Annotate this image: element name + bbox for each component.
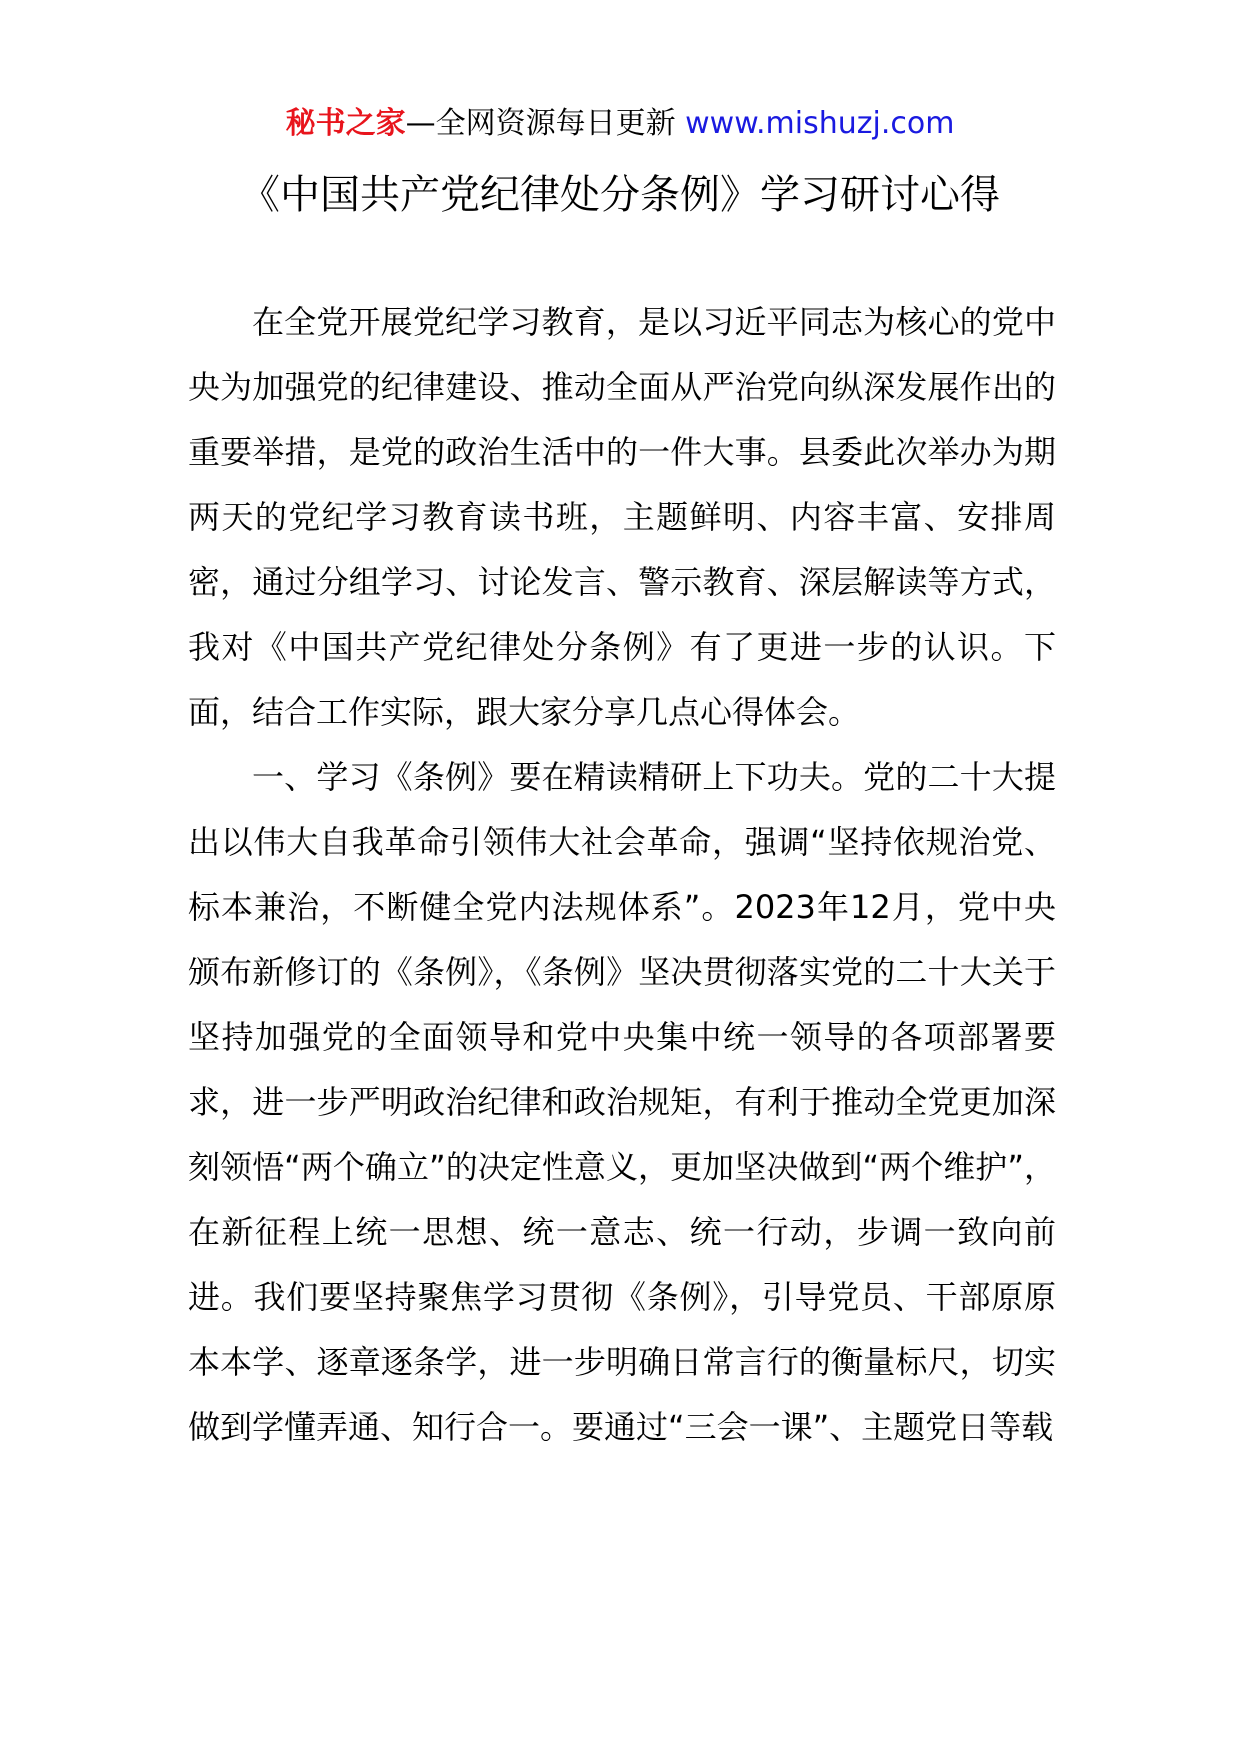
document-body xyxy=(188,290,1056,1460)
source-header xyxy=(0,104,1240,144)
website-link[interactable]: www.mishuzj.com xyxy=(685,106,955,141)
paragraph-intro: 在全党开展党纪学习教育，是以习近平同志为核心的党中央为加强党的纪律建设、推动全面从严治党向纵深发展作出的重要举措，是党的政治生活中的一件大事。县委此次举办为期两天的党纪学习教育读书班，主题鲜明、内容丰富、安排周密，通过分组学习、讨论发言、警示教育、深层解读等方式，我对《中国共产党纪律处分条例》有了更进一步的认识。下面，结合工作实际，跟大家分享几点心得体会。 xyxy=(188,303,1056,731)
brand-name: 秘书之家 xyxy=(285,106,406,141)
header-tagline: —全网资源每日更新 xyxy=(405,106,686,141)
paragraph-section-one: 一、学习《条例》要在精读精研上下功夫。党的二十大提出以伟大自我革命引领伟大社会革命，强调“坚持依规治党、标本兼治，不断健全党内法规体系”。2023年12月，党中央颁布新修订的《条例》，《条例》坚决贯彻落实党的二十大关于坚持加强党的全面领导和党中央集中统一领导的各项部署要求，进一步严明政治纪律和政治规矩，有利于推动全党更加深刻领悟“两个确立”的决定性意义，更加坚决做到“两个维护”，在新征程上统一思想、统一意志、统一行动，步调一致向前进。我们要坚持聚焦学习贯彻《条例》，引导党员、干部原原本本学、逐章逐条学，进一步明确日常言行的衡量标尺，切实做到学懂弄通、知行合一。要通过“三会一课”、主题党日等载 xyxy=(188,758,1056,1446)
document-title: 《中国共产党纪律处分条例》学习研讨心得 xyxy=(240,172,1000,218)
